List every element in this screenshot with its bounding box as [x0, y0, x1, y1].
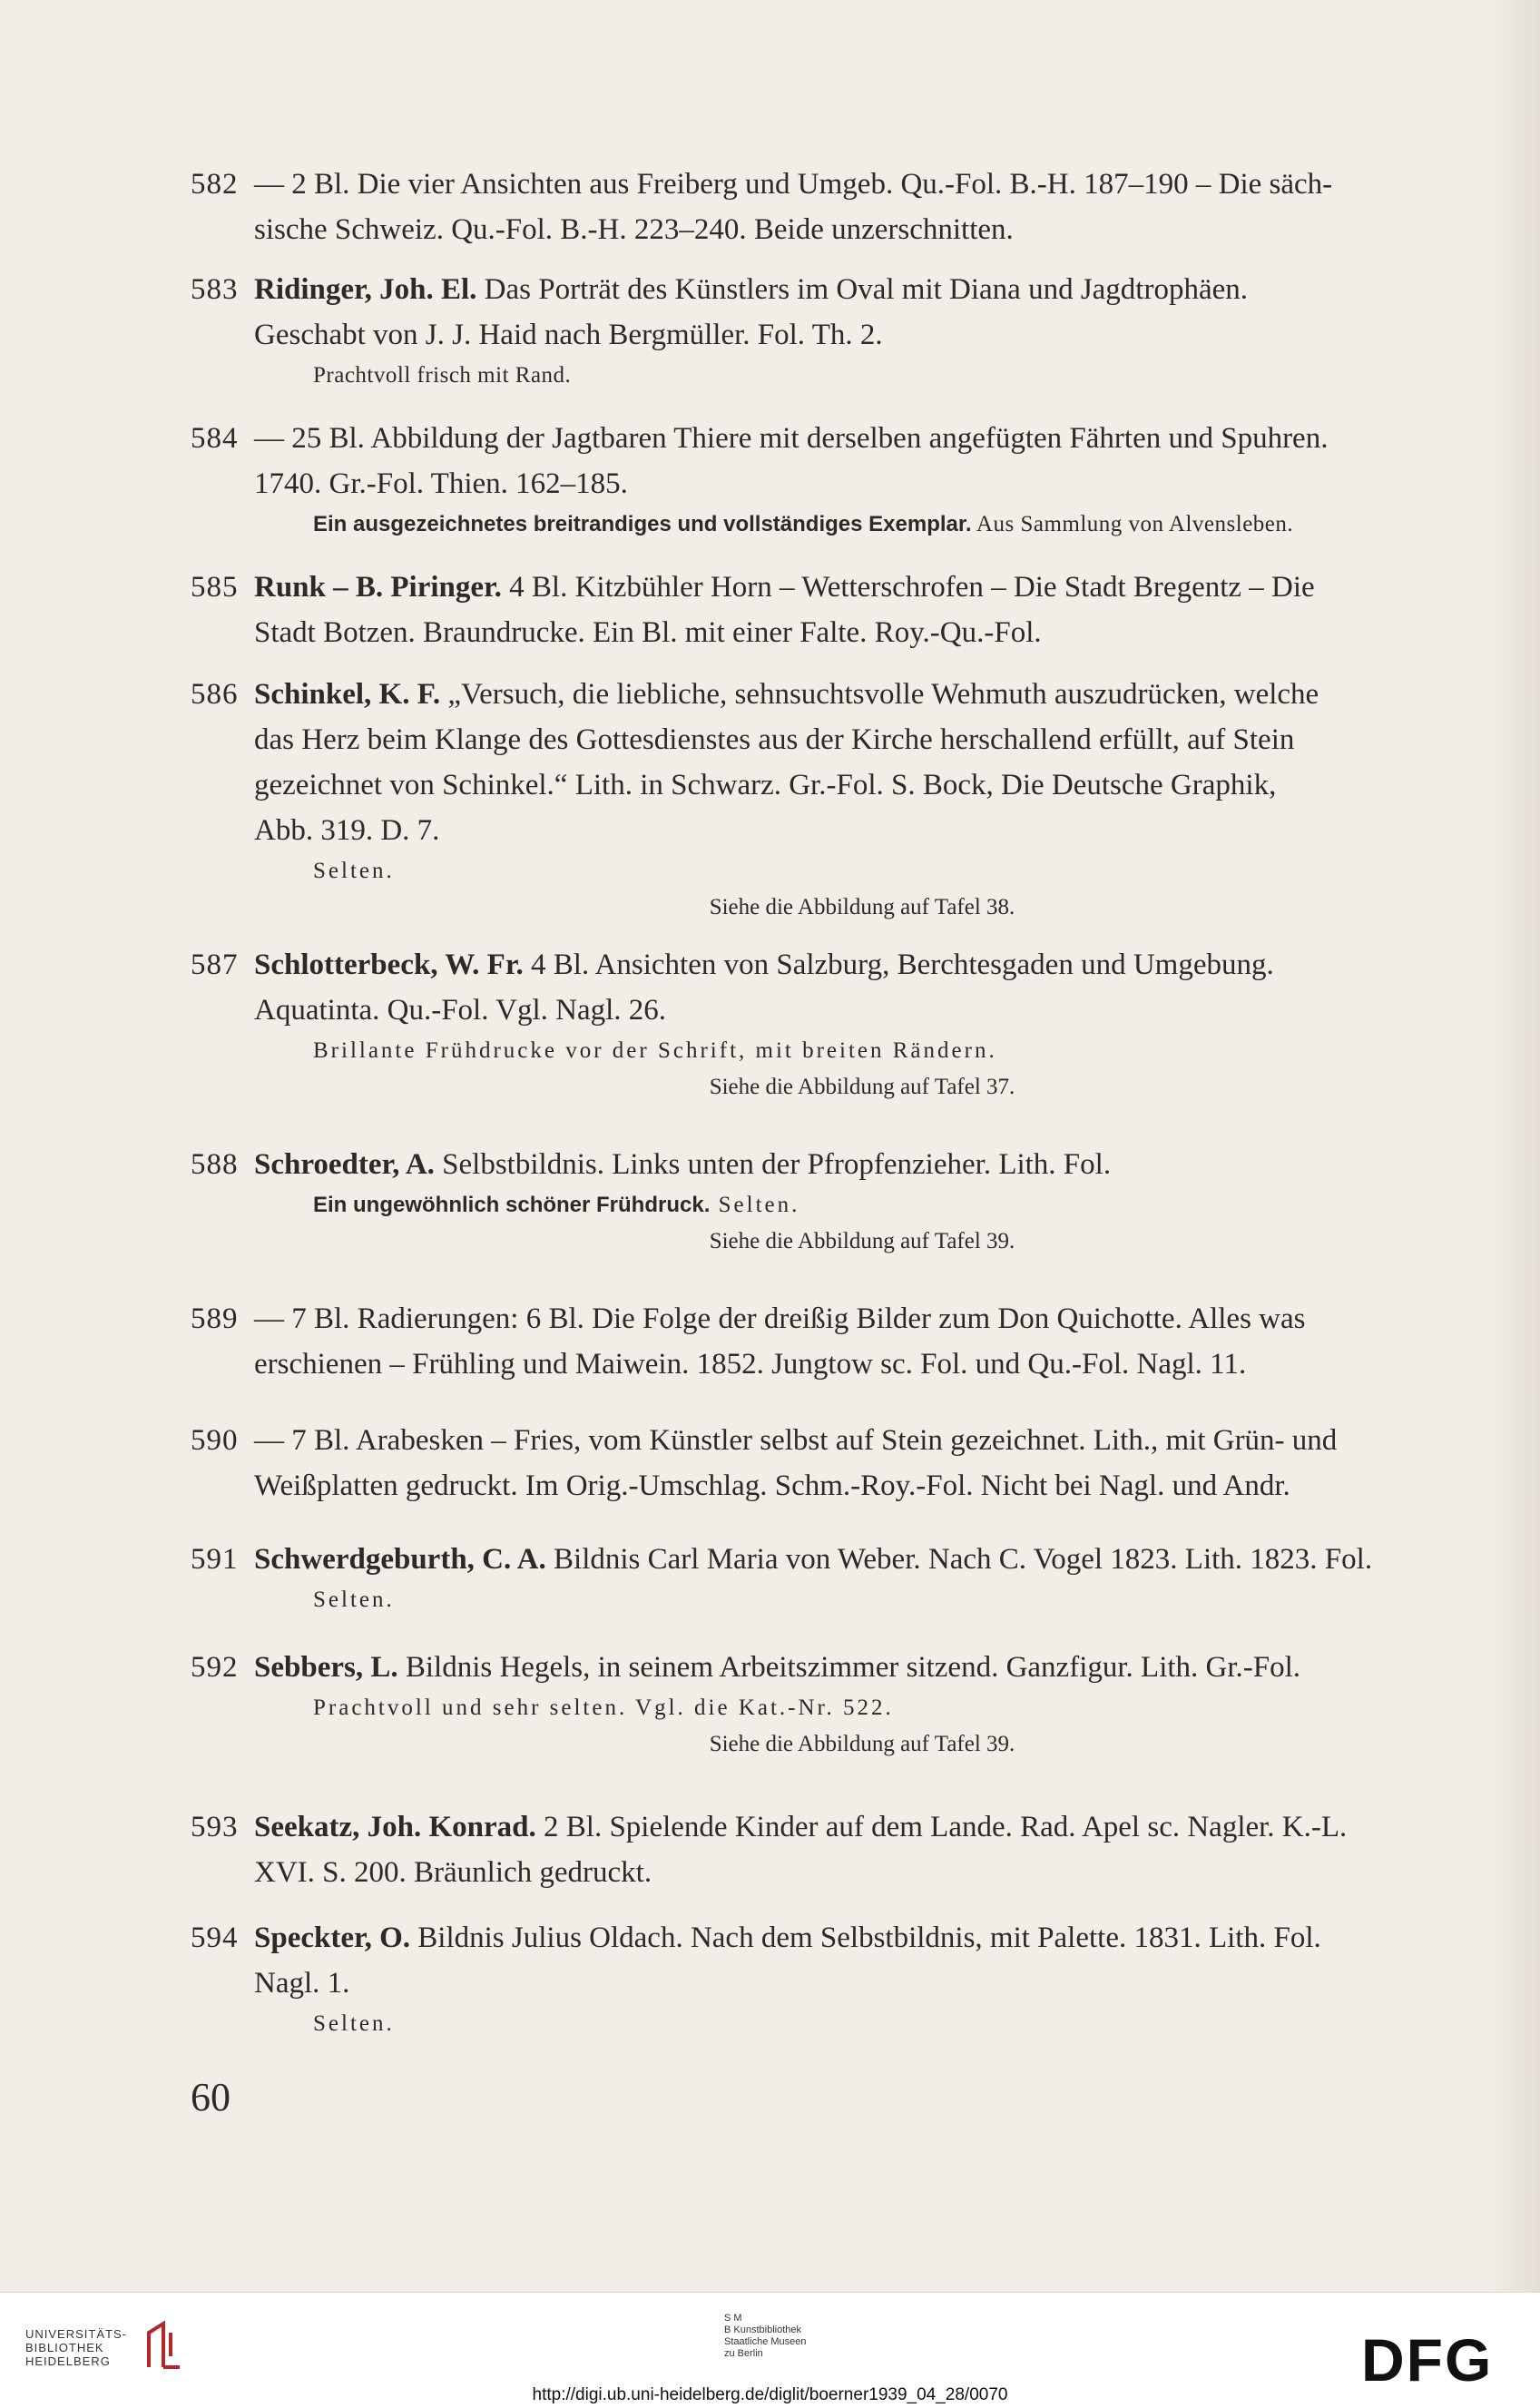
entry-text: Geschabt von J. J. Haid nach Bergmüller. Fol. Th. 2. — [254, 319, 883, 351]
source-url-link[interactable]: http://digi.ub.uni-heidelberg.de/diglit/boerner1939_04_28/0070 — [532, 2385, 1008, 2404]
university-line: BIBLIOTHEK — [25, 2341, 104, 2354]
entry-number: 591 — [191, 1543, 239, 1576]
university-line: HEIDELBERG — [25, 2354, 111, 2368]
university-line: UNIVERSITÄTS- — [25, 2327, 127, 2341]
entry-text: — 2 Bl. Die vier Ansichten aus Freiberg und Umgeb. Qu.-Fol. B.-H. 187–190 – Die säch- — [254, 168, 1333, 201]
entry-number: 592 — [191, 1651, 239, 1684]
entry-note: Aus Sammlung von Alvensleben. — [971, 512, 1294, 536]
entry-number: 584 — [191, 422, 239, 455]
catalog-entry — [191, 1645, 1470, 1763]
smb-line: Staatliche Museen — [724, 2336, 807, 2347]
entry-text: Bildnis Carl Maria von Weber. Nach C. Vogel 1823. Lith. 1823. Fol. — [545, 1543, 1373, 1576]
entry-note-bold: Ein ausgezeichnetes breitrandiges und vollständiges Exemplar. — [313, 512, 972, 536]
entry-number: 593 — [191, 1811, 239, 1843]
entry-note: Selten. — [313, 1587, 395, 1612]
entry-note: Prachtvoll und sehr selten. Vgl. die Kat.-Nr. 522. — [313, 1695, 894, 1720]
entry-number: 590 — [191, 1424, 239, 1457]
entry-text: Bildnis Hegels, in seinem Arbeitszimmer sitzend. Ganzfigur. Lith. Gr.-Fol. — [397, 1651, 1301, 1684]
catalog-entry — [191, 1296, 1470, 1387]
entry-note: Prachtvoll frisch mit Rand. — [313, 363, 572, 388]
smb-line: S M — [724, 2313, 742, 2324]
entry-text: 4 Bl. Kitzbühler Horn – Wetterschrofen – Die Stadt Bregentz – Die — [501, 571, 1315, 604]
artist-name: Seekatz, Joh. Konrad. — [254, 1811, 536, 1843]
entry-number: 583 — [191, 273, 239, 306]
entry-text: sische Schweiz. Qu.-Fol. B.-H. 223–240. Beide unzerschnitten. — [254, 213, 1014, 246]
catalog-entry — [191, 416, 1470, 543]
catalog-entry — [191, 267, 1470, 394]
smb-line: B Kunstbibliothek — [724, 2324, 801, 2335]
entry-text: Stadt Botzen. Braundrucke. Ein Bl. mit einer Falte. Roy.-Qu.-Fol. — [254, 616, 1042, 649]
artist-name: Schinkel, K. F. — [254, 678, 441, 711]
artist-name: Sebbers, L. — [254, 1651, 398, 1684]
page-number: 60 — [191, 2075, 231, 2119]
entry-number: 587 — [191, 948, 239, 981]
catalog-entry — [191, 1804, 1470, 1895]
entry-number: 582 — [191, 168, 239, 201]
entry-text: — 7 Bl. Radierungen: 6 Bl. Die Folge der dreißig Bilder zum Don Quichotte. Alles was — [254, 1302, 1306, 1335]
university-logo-icon — [143, 2320, 185, 2371]
smb-kunstbibliothek-label — [724, 2313, 807, 2360]
entry-text: — 25 Bl. Abbildung der Jagtbaren Thiere mit derselben angefügten Fährten und Spuhren. — [254, 422, 1329, 455]
catalog-entry — [191, 942, 1470, 1106]
entry-number: 589 — [191, 1302, 239, 1335]
plate-reference: Siehe die Abbildung auf Tafel 37. — [709, 1075, 1015, 1099]
entry-number: 588 — [191, 1148, 239, 1181]
entry-text: 2 Bl. Spielende Kinder auf dem Lande. Rad. Apel sc. Nagler. K.-L. — [535, 1811, 1348, 1843]
entry-text: 4 Bl. Ansichten von Salzburg, Berchtesgaden und Umgebung. — [523, 948, 1274, 981]
artist-name: Ridinger, Joh. El. — [254, 273, 477, 306]
plate-reference: Siehe die Abbildung auf Tafel 38. — [709, 895, 1015, 919]
entry-text: 1740. Gr.-Fol. Thien. 162–185. — [254, 467, 628, 500]
entry-text: Selbstbildnis. Links unten der Pfropfenzieher. Lith. Fol. — [434, 1148, 1112, 1181]
artist-name: Schroedter, A. — [254, 1148, 435, 1181]
entry-text: Weißplatten gedruckt. Im Orig.-Umschlag. Schm.-Roy.-Fol. Nicht bei Nagl. und Andr. — [254, 1469, 1290, 1502]
entry-text: Aquatinta. Qu.-Fol. Vgl. Nagl. 26. — [254, 994, 667, 1027]
entry-text: — 7 Bl. Arabesken – Fries, vom Künstler selbst auf Stein gezeichnet. Lith., mit Grün- und — [254, 1424, 1338, 1457]
university-library-label — [25, 2327, 127, 2368]
entry-text: Bildnis Julius Oldach. Nach dem Selbstbildnis, mit Palette. 1831. Lith. Fol. — [410, 1921, 1321, 1954]
entry-number: 586 — [191, 678, 239, 711]
smb-line: zu Berlin — [724, 2348, 763, 2359]
artist-name: Schwerdgeburth, C. A. — [254, 1543, 546, 1576]
entry-note: Brillante Frühdrucke vor der Schrift, mit breiten Rändern. — [313, 1038, 997, 1063]
entry-text: XVI. S. 200. Bräunlich gedruckt. — [254, 1856, 652, 1889]
catalog-entry — [191, 1537, 1470, 1618]
entry-text: das Herz beim Klange des Gottesdienstes aus der Kirche herschallend erfüllt, auf Stein — [254, 723, 1295, 756]
catalog-entry — [191, 672, 1470, 926]
entry-text: Nagl. 1. — [254, 1967, 350, 2000]
entry-text: „Versuch, die liebliche, sehnsuchtsvolle Wehmuth auszudrücken, welche — [440, 678, 1319, 711]
catalog-entry — [191, 565, 1470, 655]
catalog-entry — [191, 1915, 1470, 2042]
entry-text: erschienen – Frühling und Maiwein. 1852. Jungtow sc. Fol. und Qu.-Fol. Nagl. 11. — [254, 1348, 1247, 1381]
entry-text: Das Porträt des Künstlers im Oval mit Diana und Jagdtrophäen. — [476, 273, 1249, 306]
plate-reference: Siehe die Abbildung auf Tafel 39. — [709, 1732, 1015, 1756]
artist-name: Runk – B. Piringer. — [254, 571, 502, 604]
plate-reference: Siehe die Abbildung auf Tafel 39. — [709, 1229, 1015, 1253]
page-edge — [1495, 0, 1540, 2292]
artist-name: Schlotterbeck, W. Fr. — [254, 948, 524, 981]
catalog-entry — [191, 162, 1470, 252]
entry-number: 585 — [191, 571, 239, 604]
entry-text: gezeichnet von Schinkel.“ Lith. in Schwarz. Gr.-Fol. S. Bock, Die Deutsche Graphik, — [254, 769, 1277, 801]
entry-note-bold: Ein ungewöhnlich schöner Frühdruck. — [313, 1193, 711, 1217]
entry-note: Selten. — [710, 1193, 800, 1217]
footer-bar — [0, 2292, 1540, 2408]
catalog-entry — [191, 1418, 1470, 1509]
dfg-logo: DFG — [1361, 2326, 1494, 2393]
entry-note: Selten. — [313, 859, 395, 883]
entry-text: Abb. 319. D. 7. — [254, 814, 440, 847]
entry-number: 594 — [191, 1921, 239, 1954]
catalog-entry — [191, 1142, 1470, 1260]
entry-note: Selten. — [313, 2011, 395, 2036]
artist-name: Speckter, O. — [254, 1921, 411, 1954]
